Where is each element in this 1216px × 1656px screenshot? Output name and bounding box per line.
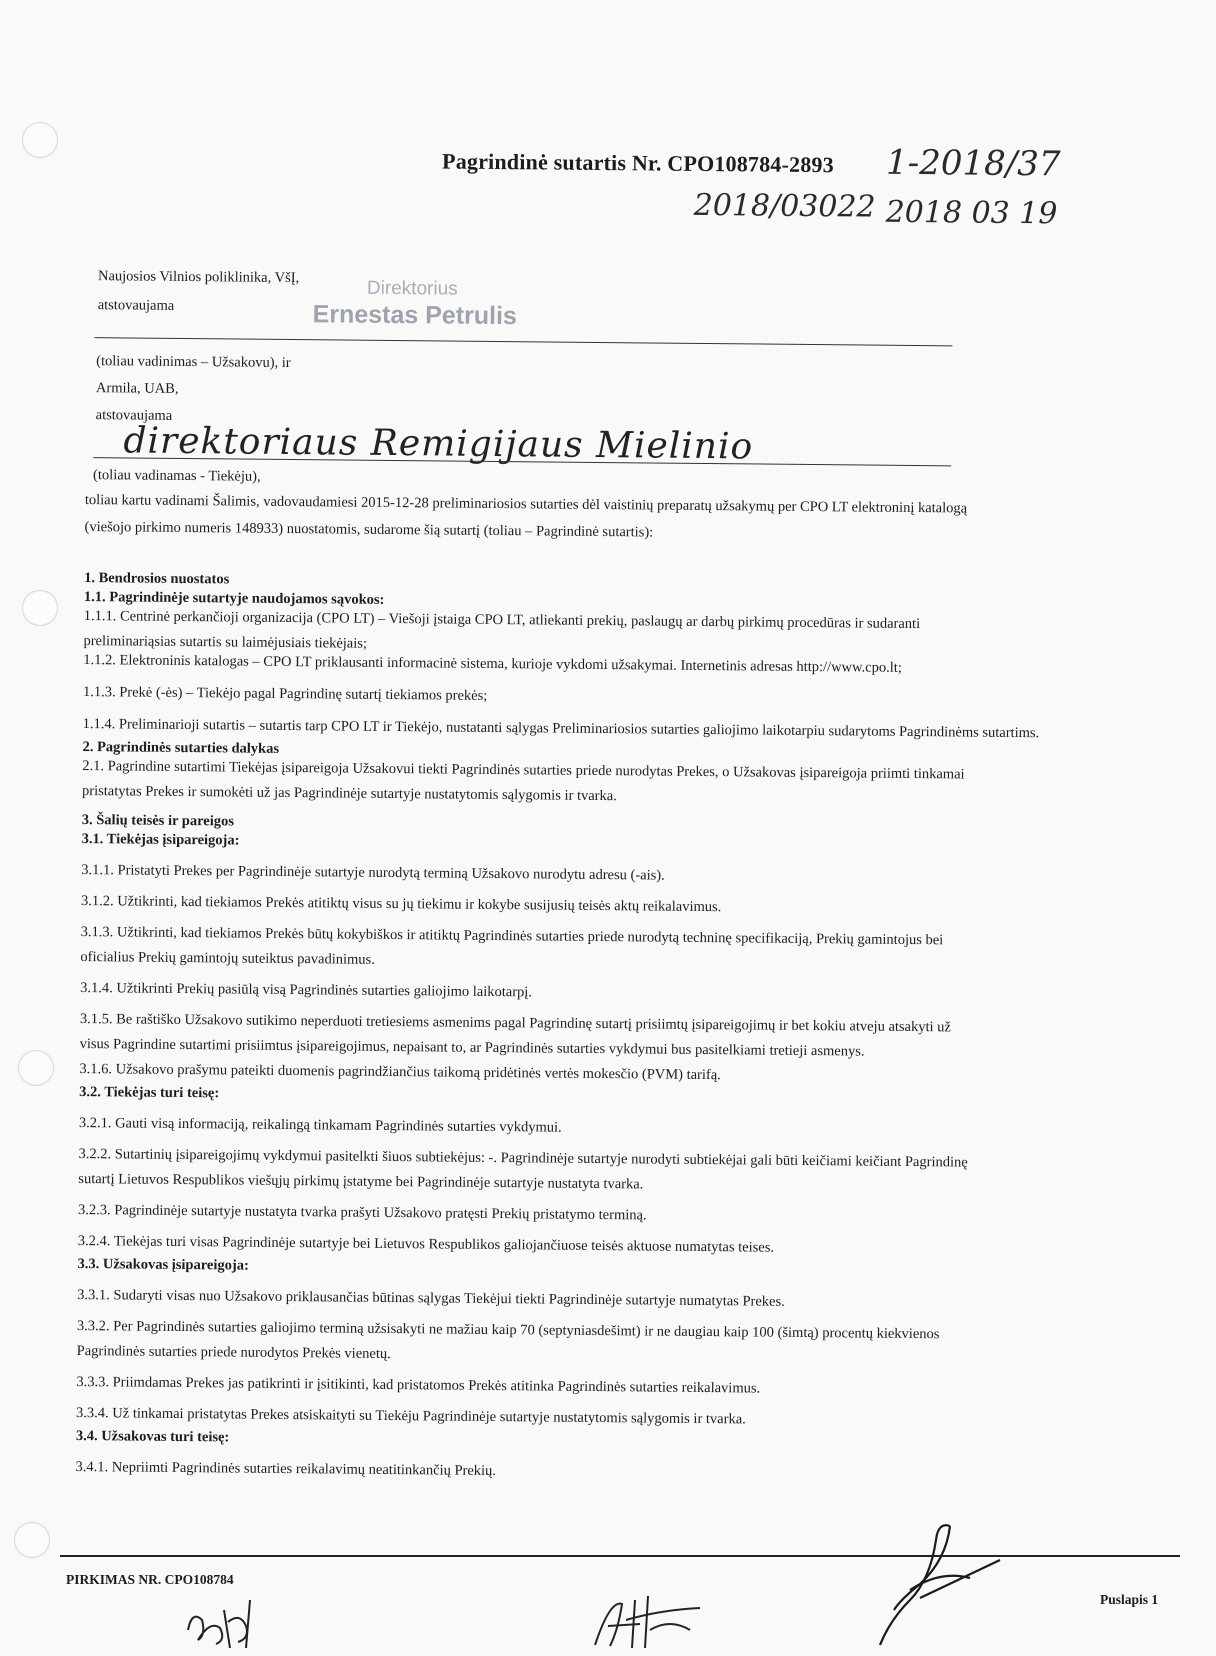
signature-large [850, 1520, 1010, 1650]
contract-body [75, 491, 1144, 1487]
contract-title: Pagrindinė sutartis Nr. CPO108784-2893 [442, 148, 835, 178]
clause-3-3-2a: 3.3.2. Per Pagrindinės sutarties galiojimo terminą užsisakyti ne mažiau kaip 70 (septyniasdešimt) ir ne daugiau kaip 100 (šimtą) procentų kiekvienos [76, 1318, 940, 1343]
clause-1-1-2: 1.1.2. Elektroninis katalogas – CPO LT priklausanti informacinė sistema, kurioje vykdomi užsakymai. Internetinis adresas http://www.cpo.lt; [83, 652, 902, 676]
clause-3-2-1: 3.2.1. Gauti visą informaciją, reikalingą tinkamam Pagrindinės sutarties vykdymui. [78, 1115, 562, 1136]
footer-page-number: Puslapis 1 [1100, 1592, 1159, 1607]
clause-2-1a: 2.1. Pagrindine sutartimi Tiekėjas įsipareigoja Užsakovui tiekti Pagrindinės sutarties priede nurodytas Prekes, o Užsakovas įsipareigoja priimti tinkamai [82, 758, 965, 783]
clause-3-1-2: 3.1.2. Užtikrinti, kad tiekiamos Prekės atitiktų visus su jų tiekimu ir kokybe susijusių teisės aktų reikalavimus. [80, 893, 722, 916]
customer-rep-line [94, 337, 952, 346]
clause-3-1-5b: visus Pagrindine sutartimi prisiimtus įsipareigojimus, nepaisant to, ar Pagrindinės sutarties vykdymui bus pasitelkiami tretieji asmenys. [79, 1036, 865, 1060]
intro-line-2: (viešojo pirkimo numeris 148933) nuostatomis, sudarome šią sutartį (toliau – Pagrindinė sutartis): [84, 519, 654, 541]
clause-3-3-3: 3.3.3. Priimdamas Prekes jas patikrinti ir įsitikinti, kad pristatomos Prekės atitinka Pagrindinės sutarties reikalavimus. [76, 1374, 761, 1397]
stamp-name: Ernestas Petrulis [312, 300, 518, 331]
customer-represented-label: atstovaujama [97, 297, 175, 314]
section-3-4-heading: 3.4. Užsakovas turi teisę: [75, 1427, 230, 1446]
section-1-1-heading: 1.1. Pagrindinėje sutartyje naudojamos sąvokos: [83, 589, 385, 608]
signature-middle [590, 1590, 720, 1650]
clause-3-2-2b: sutartį Lietuvos Respublikos viešųjų pirkimų įstatyme bei Pagrindinėje sutartyje nustatyta tvarka. [78, 1171, 644, 1193]
clause-3-2-4: 3.2.4. Tiekėjas turi visas Pagrindinėje sutartyje bei Lietuvos Respublikos galiojančiuose teisės aktuose numatytas teises. [77, 1233, 775, 1256]
clause-3-2-3: 3.2.3. Pagrindinėje sutartyje nustatyta tvarka prašyti Užsakovo pratęsti Prekių pristatymo terminą. [77, 1202, 647, 1224]
customer-alias: (toliau vadinimas – Užsakovu), ir [96, 353, 291, 372]
clause-2-1b: pristatytas Prekes ir sumokėti už jas Pagrindinėje sutartyje nustatytomis sąlygomis ir tvarka. [81, 783, 617, 805]
section-3-2-heading: 3.2. Tiekėjas turi teisę: [79, 1084, 220, 1102]
supplier-represented-label: atstovaujama [95, 407, 173, 424]
intro-line-1: toliau kartu vadinami Šalimis, vadovaudamiesi 2015-12-28 preliminariosios sutarties dėl vaistinių preparatų užsakymų per CPO LT elektroninį katalogą [84, 492, 968, 517]
clause-3-1-1: 3.1.1. Pristatyti Prekes per Pagrindinėje sutartyje nurodytą terminą Užsakovo nurodytu adresu (-ais). [81, 862, 665, 884]
clause-3-3-1: 3.3.1. Sudaryti visas nuo Užsakovo priklausančias būtinas sąlygas Tiekėjui tiekti Pagrindinėje sutartyje numatytas Prekes. [77, 1287, 785, 1310]
section-3-3-heading: 3.3. Užsakovas įsipareigoja: [77, 1256, 249, 1274]
signature-initials [180, 1590, 270, 1650]
clause-3-1-3a: 3.1.3. Užtikrinti, kad tiekiamos Prekės būtų kokybiškos ir atitiktų Pagrindinės sutarties priede nurodytą techninę specifikaciją, Prekių gamintojus bei [80, 924, 944, 949]
clause-1-1-1a: 1.1.1. Centrinė perkančioji organizacija (CPO LT) – Viešoji įstaiga CPO LT, atliekanti prekių, paslaugų ar darbų pirkimų procedūras ir sudaranti [83, 608, 921, 633]
supplier-name: Armila, UAB, [95, 380, 179, 397]
clause-3-2-2a: 3.2.2. Sutartinių įsipareigojimų vykdymui pasitelkti šiuos subtiekėjus: -. Pagrindinėje sutartyje nurodyti subtiekėjai gali būti keičiami keičiant Pagrindinę [78, 1146, 968, 1171]
footer-procurement-number: PIRKIMAS NR. CPO108784 [66, 1572, 234, 1587]
clause-1-1-3: 1.1.3. Prekė (-ės) – Tiekėjo pagal Pagrindinę sutartį tiekiamos prekės; [82, 684, 488, 704]
clause-3-1-5a: 3.1.5. Be raštiško Užsakovo sutikimo neperduoti tretiesiems asmenims pagal Pagrindinę sutartį prisiimtų įsipareigojimų ir bet kokiu atveju atsakyti už [79, 1011, 951, 1036]
clause-3-3-4: 3.3.4. Už tinkamai pristatytas Prekes atsiskaityti su Tiekėju Pagrindinėje sutartyje nustatytomis sąlygomis ir tvarka. [76, 1404, 746, 1428]
clause-3-3-2b: Pagrindinės sutarties priede nurodytos Prekės vienetų. [76, 1343, 391, 1363]
supplier-alias: (toliau vadinamas - Tiekėju), [93, 467, 261, 485]
customer-name: Naujosios Vilnios poliklinika, VšĮ, [97, 268, 300, 287]
clause-3-4-1: 3.4.1. Nepriimti Pagrindinės sutarties reikalavimų neatitinkančių Prekių. [75, 1458, 497, 1480]
section-3-1-heading: 3.1. Tiekėjas įsipareigoja: [81, 831, 240, 849]
footer-rule [60, 1555, 1180, 1557]
supplier-representative-handwritten: direktoriaus Remigijaus Mielinio [123, 420, 754, 468]
clause-3-1-3b: oficialius Prekių gamintojų suteiktus pavadinimus. [80, 949, 375, 968]
clause-3-1-4: 3.1.4. Užtikrinti Prekių pasiūlą visą Pagrindinės sutarties galiojimo laikotarpį. [80, 980, 533, 1001]
stamp-title: Direktorius [366, 277, 458, 300]
clause-1-1-4: 1.1.4. Preliminarioji sutartis – sutartis tarp CPO LT ir Tiekėjo, nustatanti sąlygas Preliminariosios sutarties galiojimo laikotarpiu sudarytoms Pagrindinėms sutartims. [82, 716, 1040, 742]
handwritten-date: 2018 03 19 [885, 194, 1058, 232]
clause-1-1-1b: preliminariąsias sutartis su laimėjusiais tiekėjais; [83, 633, 368, 652]
section-3-heading: 3. Šalių teisės ir pareigos [81, 812, 234, 830]
clause-3-1-6: 3.1.6. Užsakovo prašymu pateikti duomenis pagrindžiančius taikomą pridėtinės vertės mokesčio (PVM) tarifą. [79, 1061, 721, 1084]
handwritten-number: 2018/03022 [693, 187, 876, 225]
handwritten-registration: 1-2018/37 [885, 142, 1061, 185]
section-2-heading: 2. Pagrindinės sutarties dalykas [82, 739, 280, 757]
section-1-heading: 1. Bendrosios nuostatos [84, 570, 230, 588]
